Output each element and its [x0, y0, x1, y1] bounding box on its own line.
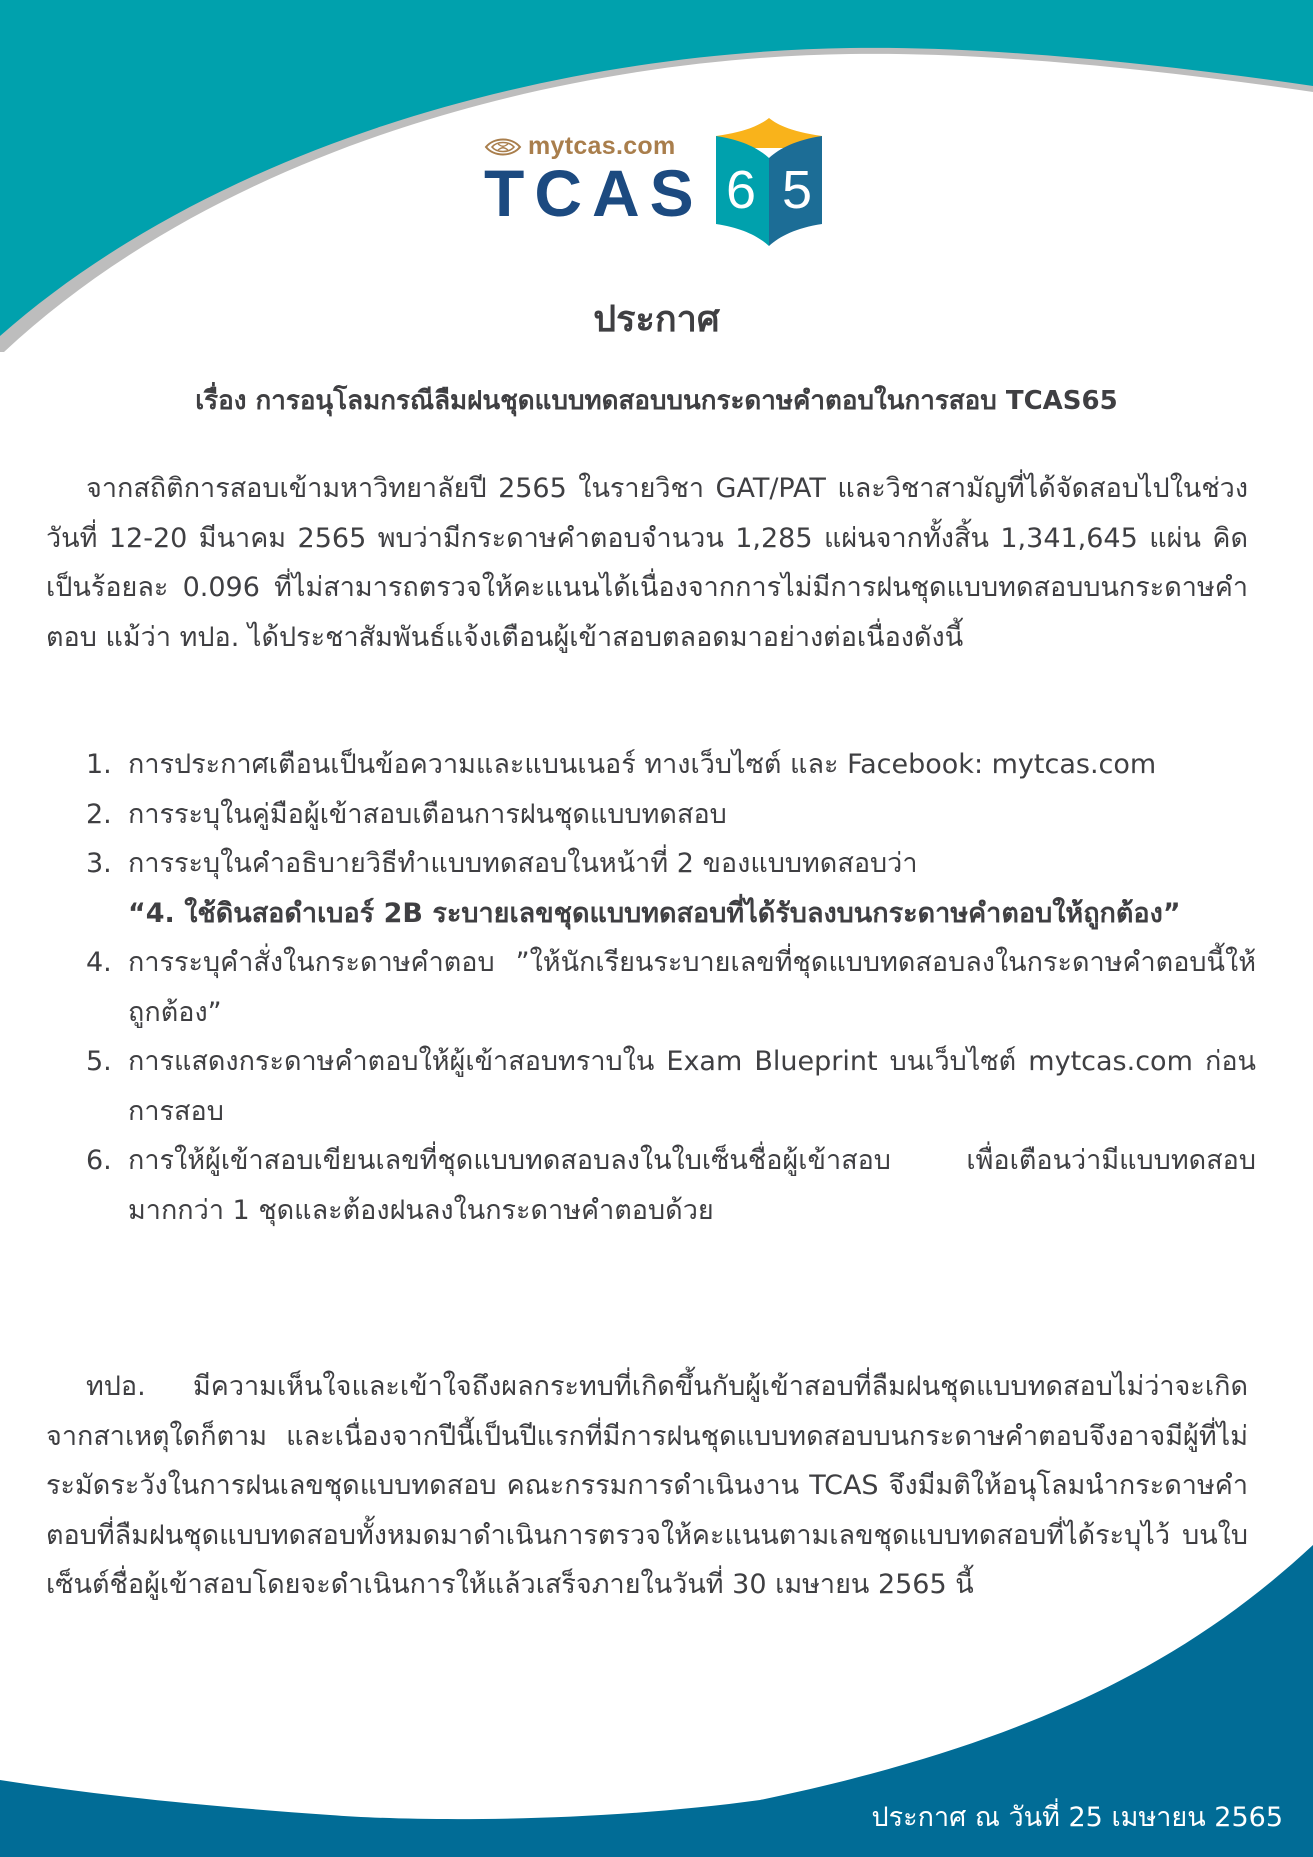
quoted-instruction: “4. ใช้ดินสอดำเบอร์ 2B ระบายเลขชุดแบบทดสอบที่ได้รับลงบนกระดาษคำตอบให้ถูกต้อง” — [128, 897, 1181, 929]
list-item-number: 5. — [86, 1046, 112, 1077]
eye-emblem-icon — [484, 136, 522, 158]
intro-paragraph — [46, 464, 1248, 662]
open-book-65-icon — [714, 118, 824, 248]
year-digit-5: 5 — [781, 160, 813, 220]
list-item-number: 3. — [86, 848, 112, 879]
list-item-number: 2. — [86, 798, 112, 830]
site-name: mytcas.com — [528, 132, 676, 160]
intro-text: จากสถิติการสอบเข้ามหาวิทยาลัยปี 2565 ในรายวิชา GAT/PAT และวิชาสามัญที่ได้จัดสอบไปในช่วงวันที่ 12-20 มีนาคม 2565 พบว่ามีกระดาษคำตอบจำนวน 1,285 แผ่นจากทั้งสิ้น 1,341,645 แผ่น คิดเป็นร้อยละ 0.096 ที่ไม่สามารถตรวจให้คะแนนได้เนื่องจากการไม่มีการฝนชุดแบบทดสอบบนกระดาษคำตอบ แม้ว่า ทปอ. ได้ประชาสัมพันธ์แจ้งเตือนผู้เข้าสอบตลอดมาอย่างต่อเนื่องดังนี้ — [46, 473, 1248, 653]
list-item-number: 1. — [86, 749, 112, 780]
list-item — [86, 1136, 1256, 1235]
list-item-text: การแสดงกระดาษคำตอบให้ผู้เข้าสอบทราบใน Exam Blueprint บนเว็บไซต์ mytcas.com ก่อนการสอบ — [128, 1046, 1256, 1127]
conclusion-paragraph — [46, 1362, 1248, 1610]
list-item — [86, 790, 1256, 840]
list-item — [86, 740, 1256, 790]
list-item-number: 6. — [86, 1145, 112, 1176]
announcement-date: ประกาศ ณ วันที่ 25 เมษายน 2565 — [871, 1802, 1283, 1833]
list-item-text: การระบุในคู่มือผู้เข้าสอบเตือนการฝนชุดแบบทดสอบ — [128, 798, 727, 830]
list-item-text: การระบุในคำอธิบายวิธีทำแบบทดสอบในหน้าที่ 2 ของแบบทดสอบว่า — [128, 848, 918, 879]
warning-measures-list — [86, 740, 1256, 1235]
list-item — [86, 839, 1256, 938]
year-digit-6: 6 — [725, 160, 757, 220]
announcement-subject: เรื่อง การอนุโลมกรณีลืมฝนชุดแบบทดสอบบนกระดาษคำตอบในการสอบ TCAS65 — [195, 386, 1118, 416]
list-item — [86, 938, 1256, 1037]
list-item-number: 4. — [86, 947, 112, 978]
list-item-text: การให้ผู้เข้าสอบเขียนเลขที่ชุดแบบทดสอบลงในใบเซ็นชื่อผู้เข้าสอบ เพื่อเตือนว่ามีแบบทดสอบมากกว่า 1 ชุดและต้องฝนลงในกระดาษคำตอบด้วย — [128, 1145, 1256, 1226]
tcas-wordmark: TCAS — [484, 156, 704, 230]
page-title: ประกาศ — [593, 299, 720, 340]
conclusion-text: ทปอ. มีความเห็นใจและเข้าใจถึงผลกระทบที่เกิดขึ้นกับผู้เข้าสอบที่ลืมฝนชุดแบบทดสอบไม่ว่าจะเกิดจากสาเหตุใดก็ตาม และเนื่องจากปีนี้เป็นปีแรกที่มีการฝนชุดแบบทดสอบบนกระดาษคำตอบจึงอาจมีผู้ที่ไม่ระมัดระวังในการฝนเลขชุดแบบทดสอบ คณะกรรมการดำเนินงาน TCAS จึงมีมติให้อนุโลมนำกระดาษคำตอบที่ลืมฝนชุดแบบทดสอบทั้งหมดมาดำเนินการตรวจให้คะแนนตามเลขชุดแบบทดสอบที่ได้ระบุไว้ บนใบเซ็นต์ชื่อผู้เข้าสอบโดยจะดำเนินการให้แล้วเสร็จภายในวันที่ 30 เมษายน 2565 นี้ — [46, 1371, 1248, 1600]
list-item-text: การระบุคำสั่งในกระดาษคำตอบ ”ให้นักเรียนระบายเลขที่ชุดแบบทดสอบลงในกระดาษคำตอบนี้ให้ถูกต้อง” — [128, 947, 1256, 1028]
list-item-text: การประกาศเตือนเป็นข้อความและแบนเนอร์ ทางเว็บไซต์ และ Facebook: mytcas.com — [128, 749, 1157, 780]
tcas65-logo — [484, 118, 824, 248]
list-item — [86, 1037, 1256, 1136]
